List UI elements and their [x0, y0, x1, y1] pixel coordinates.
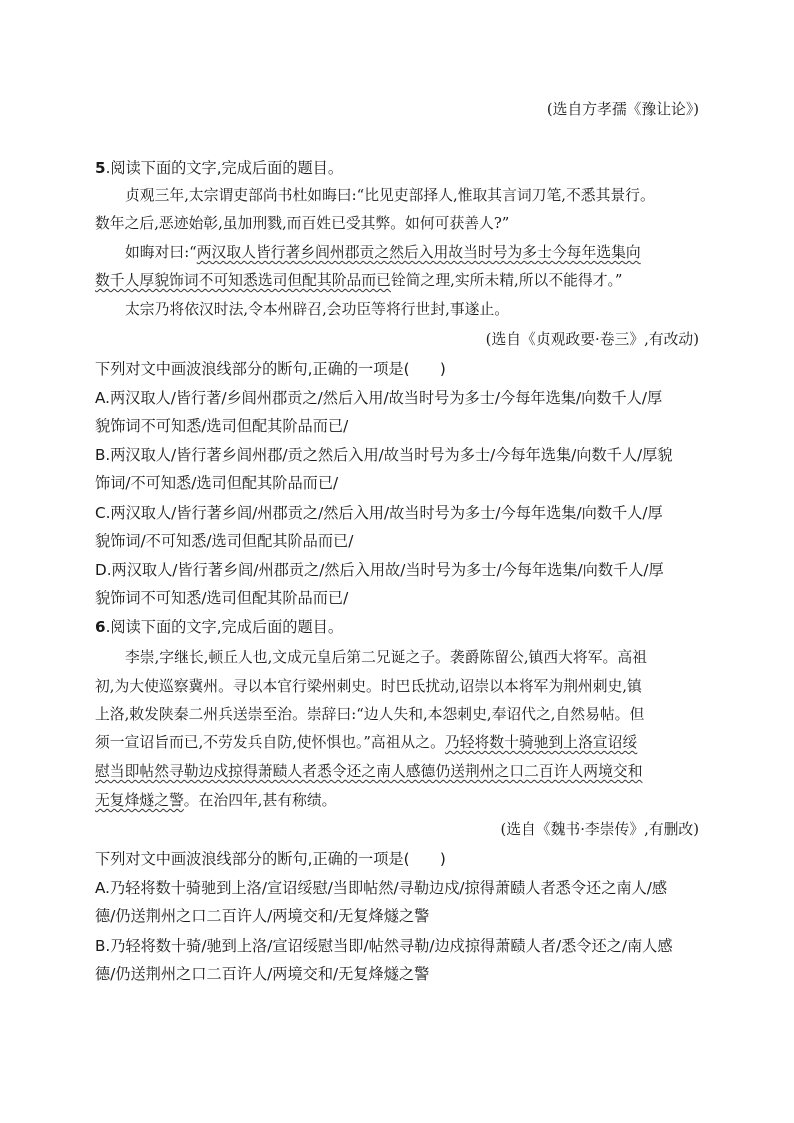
q6-wavy-underlined-text: 无复烽燧之警	[95, 792, 184, 809]
q6-option-b-cont[interactable]: 德/仍送荆州之口二百许人/两境交和/无复烽燧之警	[95, 965, 430, 983]
q6-passage-line: 初,为大使巡察冀州。寻以本官行梁州刺史。时巴氐扰动,诏崇以本将军为荆州刺史,镇	[95, 678, 642, 695]
q5-passage-line	[95, 271, 699, 291]
q6-option-b[interactable]: B.乃轻将数十骑/驰到上洛/宣诏绥慰当即/帖然寻勒/边戍掠得萧赜人者/悉令还之/南人感	[95, 937, 673, 955]
q5-option-b[interactable]: B.两汉取人/皆行著乡闾州郡/贡之然后入用/故当时号为多士/今每年选集/向数千人/厚貌	[95, 446, 673, 464]
q6-option-a-cont[interactable]: 德/仍送荆州之口二百许人/两境交和/无复烽燧之警	[95, 907, 430, 925]
q6-passage-text: 。在治四年,甚有称绩。	[183, 792, 337, 809]
document-page	[95, 0, 699, 1123]
q6-wavy-underlined-text: 慰当即帖然寻勒边戍掠得萧赜人者悉令还之南人感德仍送荆州之口二百许人两境交和	[95, 763, 643, 780]
q6-passage-line: 上洛,敕发陕秦二州兵送崇至治。崇辞曰:“边人失和,本怨刺史,奉诏代之,自然易帖。但	[95, 706, 645, 723]
q5-passage-line: 太宗乃将依汉时法,令本州辟召,会功臣等将行世封,事遂止。	[125, 301, 510, 318]
q6-passage-text: 须一宣诏旨而已,不劳发兵自防,使怀惧也。”高祖从之。	[95, 734, 445, 751]
q6-option-a[interactable]: A.乃轻将数十骑驰到上洛/宣诏绥慰/当即帖然/寻勒边戍/掠得萧赜人者悉令还之南人/感	[95, 879, 668, 897]
q5-option-b-cont[interactable]: 饰词/不可知悉/选司但配其阶品而已/	[95, 474, 339, 492]
q5-source: (选自《贞观政要·卷三》,有改动)	[485, 331, 699, 348]
q5-passage-line: 数年之后,恶迹始彰,虽加刑戮,而百姓已受其弊。如何可获善人?”	[95, 215, 510, 232]
q5-option-d[interactable]: D.两汉取人/皆行著乡闾/州郡贡之/然后入用故/当时号为多士/今每年选集/向数千人/厚	[95, 561, 664, 579]
q5-question: 下列对文中画波浪线部分的断句,正确的一项是( )	[95, 360, 446, 378]
q5-wavy-underlined-text: 数千人厚貌饰词不可知悉选司但配其阶品而已	[95, 272, 391, 289]
q5-passage-line: 贞观三年,太宗谓吏部尚书杜如晦曰:“比见吏部择人,惟取其言词刀笔,不悉其景行。	[125, 187, 655, 204]
q6-passage-line	[95, 791, 699, 811]
q5-passage-text: 铨简之理,实所未精,所以不能得才。”	[390, 272, 623, 289]
q5-passage-text: 如晦对曰:“	[125, 244, 197, 261]
q6-passage-line	[95, 762, 699, 782]
q6-heading	[95, 617, 699, 637]
q6-passage-line	[95, 733, 699, 753]
q6-prompt: .阅读下面的文字,完成后面的题目。	[105, 618, 344, 636]
q5-option-a-cont[interactable]: 貌饰词不可知悉/选司但配其阶品而已/	[95, 417, 349, 435]
q4-source: (选自方孝孺《豫让论》)	[546, 101, 699, 118]
q5-option-d-cont[interactable]: 貌饰词不可知悉/选司但配其阶品而已/	[95, 589, 349, 607]
q6-question: 下列对文中画波浪线部分的断句,正确的一项是( )	[95, 850, 446, 868]
q5-passage-line	[95, 243, 699, 263]
q5-option-c-cont[interactable]: 貌饰词/不可知悉/选司但配其阶品而已/	[95, 532, 354, 550]
q6-source: (选自《魏书·李崇传》,有删改)	[500, 821, 699, 838]
q5-option-c[interactable]: C.两汉取人/皆行著乡闾/州郡贡之/然后入用/故当时号为多士/今每年选集/向数千人/厚	[95, 504, 663, 522]
q6-number: 6	[95, 618, 106, 636]
q6-wavy-underlined-text: 乃轻将数十骑驰到上洛宣诏绥	[444, 734, 638, 751]
q5-heading	[95, 158, 699, 178]
q5-number: 5	[95, 159, 106, 177]
q5-option-a[interactable]: A.两汉取人/皆行著/乡闾州郡贡之/然后入用/故当时号为多士/今每年选集/向数千人/厚	[95, 389, 663, 407]
q6-passage-line: 李崇,字继长,顿丘人也,文成元皇后第二兄诞之子。袭爵陈留公,镇西大将军。高祖	[125, 649, 647, 666]
q5-prompt: .阅读下面的文字,完成后面的题目。	[105, 159, 344, 177]
q5-wavy-underlined-text: 两汉取人皆行著乡闾州郡贡之然后入用故当时号为多士今每年选集向	[196, 244, 641, 261]
